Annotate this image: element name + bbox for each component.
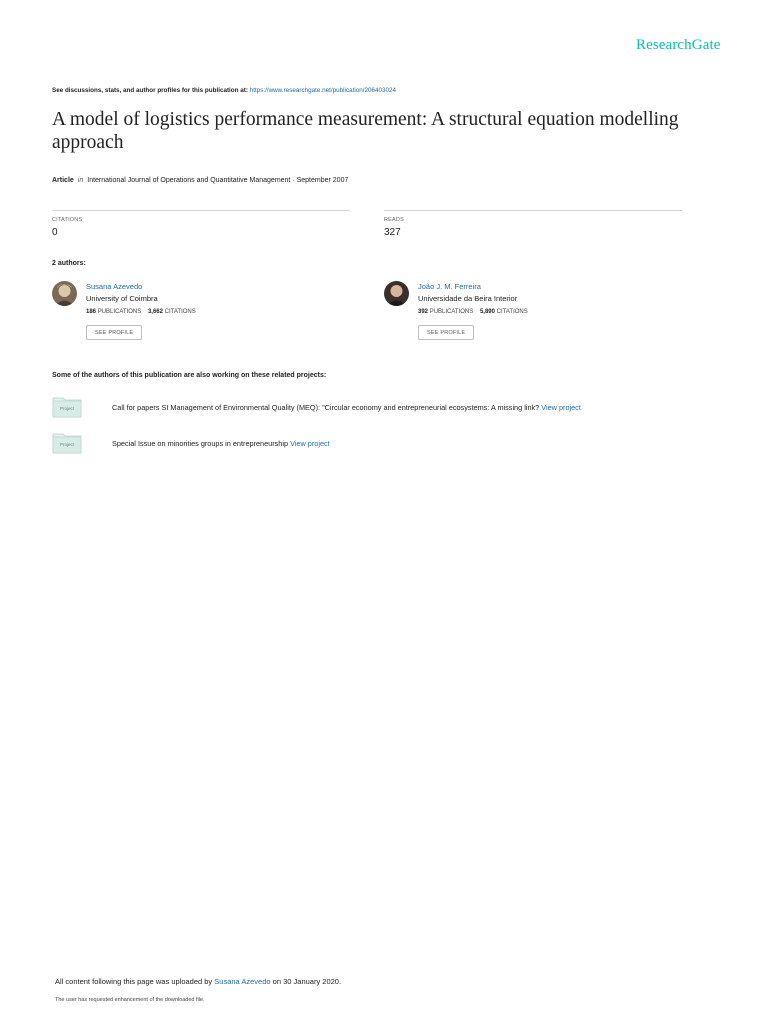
publications-count: 186 bbox=[86, 309, 97, 315]
project-folder-icon[interactable] bbox=[52, 396, 82, 418]
citations-label: CITATIONS bbox=[164, 309, 196, 315]
discussion-note-text: See discussions, stats, and author profiles for this publication at: bbox=[52, 87, 248, 94]
divider-reads bbox=[384, 210, 682, 211]
uploader-link[interactable]: Susana Azevedo bbox=[214, 977, 271, 986]
reads-value: 327 bbox=[384, 227, 401, 238]
citations-label: CITATIONS bbox=[496, 309, 528, 315]
citations-value: 0 bbox=[52, 227, 58, 238]
project-folder-icon[interactable] bbox=[52, 432, 82, 454]
upload-note bbox=[55, 977, 341, 986]
author-photo-icon bbox=[52, 281, 77, 306]
related-projects-heading: Some of the authors of this publication are also working on these related projects: bbox=[52, 372, 327, 379]
discussion-note bbox=[52, 87, 396, 94]
project-title: Call for papers SI Management of Environmental Quality (MEQ): "Circular economy and entrepreneurial ecosystems: A missing link? bbox=[112, 403, 540, 412]
publications-label: PUBLICATIONS bbox=[97, 309, 142, 315]
publication-type: Article bbox=[52, 177, 74, 184]
author-stats bbox=[86, 309, 196, 315]
view-project-link[interactable]: View project bbox=[541, 403, 581, 412]
publication-meta bbox=[52, 177, 348, 184]
reads-label: READS bbox=[384, 217, 404, 223]
researchgate-logo[interactable]: ResearchGate bbox=[636, 37, 721, 53]
publication-url-link[interactable]: https://www.researchgate.net/publication/206403024 bbox=[249, 87, 397, 94]
upload-suffix: on 30 January 2020. bbox=[272, 977, 342, 986]
author-photo-icon bbox=[384, 281, 409, 306]
author-stats bbox=[418, 309, 528, 315]
project-item bbox=[112, 403, 581, 412]
see-profile-button[interactable]: SEE PROFILE bbox=[86, 325, 142, 340]
publications-count: 392 bbox=[418, 309, 429, 315]
citations-count: 3,662 bbox=[147, 309, 163, 315]
project-icon-label: Project bbox=[60, 406, 75, 411]
avatar[interactable] bbox=[384, 281, 409, 306]
upload-prefix: All content following this page was uploaded by bbox=[55, 977, 213, 986]
author-institution: University of Coimbra bbox=[86, 294, 158, 303]
avatar[interactable] bbox=[52, 281, 77, 306]
enhancement-note: The user has requested enhancement of the downloaded file. bbox=[55, 997, 205, 1003]
divider-citations bbox=[52, 210, 350, 211]
project-item bbox=[112, 439, 330, 448]
citations-label: CITATIONS bbox=[52, 217, 83, 223]
see-profile-button[interactable]: SEE PROFILE bbox=[418, 325, 474, 340]
publications-label: PUBLICATIONS bbox=[429, 309, 474, 315]
author-name-link[interactable]: Susana Azevedo bbox=[86, 282, 143, 291]
publication-title: A model of logistics performance measurement: A structural equation modelling approach bbox=[52, 109, 679, 153]
citations-count: 5,890 bbox=[479, 309, 495, 315]
view-project-link[interactable]: View project bbox=[290, 439, 330, 448]
author-name-link[interactable]: João J. M. Ferreira bbox=[418, 282, 481, 291]
venue-date: International Journal of Operations and Quantitative Management · September 2007 bbox=[87, 177, 349, 184]
author-institution: Universidade da Beira Interior bbox=[418, 294, 518, 303]
authors-heading: 2 authors: bbox=[52, 260, 86, 267]
project-icon-label: Project bbox=[60, 442, 75, 447]
in-word: in bbox=[77, 177, 84, 184]
project-title: Special Issue on minorities groups in entrepreneurship bbox=[112, 439, 289, 448]
